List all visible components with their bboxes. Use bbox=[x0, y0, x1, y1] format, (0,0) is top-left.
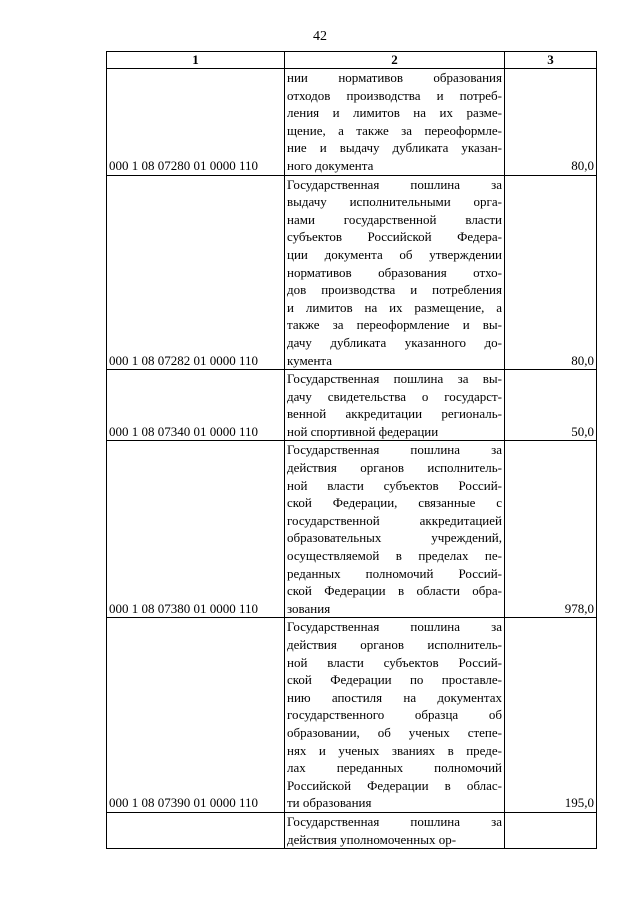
table-row bbox=[107, 441, 597, 618]
description-line: Государственная пошлина за bbox=[287, 619, 502, 635]
description-line: Государственная пошлина за вы- bbox=[287, 371, 502, 387]
amount-cell: 50,0 bbox=[505, 370, 597, 441]
description-line: образовательных учреждений, bbox=[287, 530, 502, 546]
budget-code-cell: 000 1 08 07280 01 0000 110 bbox=[107, 69, 285, 176]
description-line: зования bbox=[287, 600, 331, 616]
amount-cell: 195,0 bbox=[505, 618, 597, 813]
description-line: реданных полномочий Россий- bbox=[287, 565, 502, 581]
description-line: ской Федерации по проставле- bbox=[287, 672, 502, 688]
budget-code-cell: 000 1 08 07390 01 0000 110 bbox=[107, 618, 285, 813]
description-cell bbox=[285, 175, 505, 370]
description-line: щение, а также за переоформле- bbox=[287, 122, 502, 138]
description-line: ной спортивной федерации bbox=[287, 423, 439, 439]
description-line: дов производства и потребления bbox=[287, 282, 502, 298]
description-line: выдачу исполнительными орга- bbox=[287, 194, 502, 210]
description-line: государственной аккредитацией bbox=[287, 512, 502, 528]
budget-code-cell bbox=[107, 812, 285, 848]
budget-code-cell: 000 1 08 07340 01 0000 110 bbox=[107, 370, 285, 441]
description-line: нях и ученых званиях в преде- bbox=[287, 742, 502, 758]
table-header-row bbox=[107, 52, 597, 69]
description-line: действия органов исполнитель- bbox=[287, 460, 502, 476]
description-line: ной власти субъектов Россий- bbox=[287, 654, 502, 670]
description-line: нии нормативов образования bbox=[287, 70, 502, 85]
description-line: Российской Федерации в облас- bbox=[287, 777, 502, 793]
description-line: дачу дубликата указанного до- bbox=[287, 334, 502, 350]
description-line: дачу свидетельства о государст- bbox=[287, 388, 502, 404]
description-line: и лимитов на их размещение, а bbox=[287, 299, 502, 315]
description-line: действия уполномоченных ор- bbox=[287, 831, 457, 847]
description-cell bbox=[285, 812, 505, 848]
description-line: нами государственной власти bbox=[287, 211, 502, 227]
description-cell bbox=[285, 441, 505, 618]
budget-code-cell: 000 1 08 07380 01 0000 110 bbox=[107, 441, 285, 618]
description-line: нию апостиля на документах bbox=[287, 689, 502, 705]
description-cell bbox=[285, 69, 505, 176]
amount-cell bbox=[505, 812, 597, 848]
description-line: действия органов исполнитель- bbox=[287, 637, 502, 652]
table-row bbox=[107, 370, 597, 441]
description-line: ции документа об утверждении bbox=[287, 246, 502, 262]
table-row bbox=[107, 69, 597, 176]
description-line: также за переоформление и вы- bbox=[287, 317, 502, 333]
description-line: венной аккредитации региональ- bbox=[287, 406, 502, 422]
table-row bbox=[107, 812, 597, 848]
amount-cell: 978,0 bbox=[505, 441, 597, 618]
page-number: 42 bbox=[313, 29, 327, 44]
description-line: ской Федерации в области обра- bbox=[287, 583, 502, 599]
budget-code-cell: 000 1 08 07282 01 0000 110 bbox=[107, 175, 285, 370]
description-line: ного документа bbox=[287, 157, 374, 173]
description-line: ской Федерации, связанные с bbox=[287, 495, 502, 511]
description-line: ления и лимитов на их разме- bbox=[287, 105, 502, 121]
table-row bbox=[107, 175, 597, 370]
amount-cell: 80,0 bbox=[505, 175, 597, 370]
description-line: нормативов образования отхо- bbox=[287, 264, 502, 280]
description-line: Государственная пошлина за bbox=[287, 442, 502, 458]
description-line: ние и выдачу дубликата указан- bbox=[287, 140, 502, 156]
description-line: Государственная пошлина за bbox=[287, 176, 502, 192]
column-header-2: 2 bbox=[285, 52, 505, 69]
description-line: образовании, об ученых степе- bbox=[287, 724, 502, 740]
column-header-3: 3 bbox=[505, 52, 597, 69]
description-line: Государственная пошлина за bbox=[287, 813, 502, 829]
description-line: кумента bbox=[287, 352, 333, 368]
table-row bbox=[107, 618, 597, 813]
description-line: субъектов Российской Федера- bbox=[287, 229, 502, 245]
description-line: лах переданных полномочий bbox=[287, 760, 502, 776]
description-cell bbox=[285, 370, 505, 441]
description-cell bbox=[285, 618, 505, 813]
description-line: ти образования bbox=[287, 795, 372, 811]
amount-cell: 80,0 bbox=[505, 69, 597, 176]
description-line: осуществляемой в пределах пе- bbox=[287, 548, 502, 564]
description-line: отходов производства и потреб- bbox=[287, 87, 502, 103]
description-line: государственного образца об bbox=[287, 707, 502, 723]
description-line: ной власти субъектов Россий- bbox=[287, 477, 502, 493]
column-header-1: 1 bbox=[107, 52, 285, 69]
fee-table bbox=[106, 51, 597, 849]
